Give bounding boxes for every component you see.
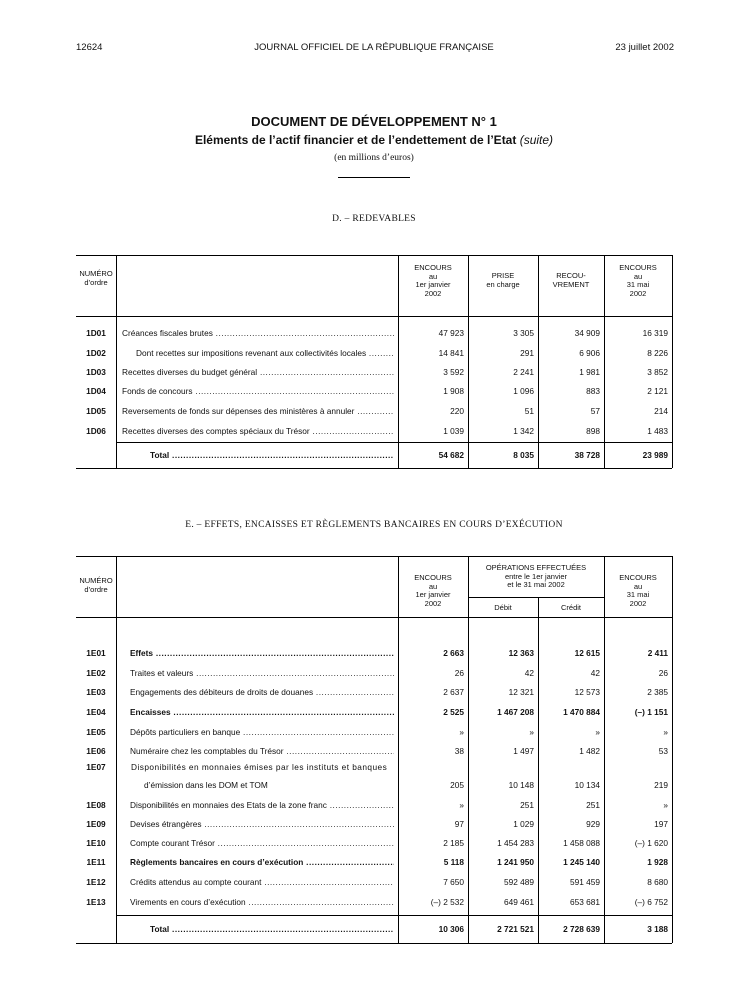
row-code: 1E10: [86, 838, 106, 848]
row-value: 51: [524, 406, 534, 416]
row-code: 1E09: [86, 819, 106, 829]
row-value: 2 663: [443, 648, 464, 658]
row-value: 1 470 884: [563, 707, 600, 717]
row-code: 1E11: [86, 857, 106, 867]
row-value: 57: [590, 406, 600, 416]
row-code: 1E08: [86, 800, 106, 810]
unit-note: (en millions d’euros): [334, 153, 414, 163]
row-value: 1 241 950: [497, 857, 534, 867]
row-value: 97: [454, 819, 464, 829]
table-total-rule: [116, 442, 672, 443]
header-line: 2002: [424, 598, 442, 608]
row-value: 2 525: [443, 707, 464, 717]
header-line: ENCOURS: [619, 263, 657, 272]
row-code: 1E07: [86, 762, 106, 772]
row-label: Recettes diverses des comptes spéciaux du Trésor .....: [122, 426, 394, 436]
header-line: 1er janvier: [415, 280, 451, 289]
table-bottom-rule: [76, 943, 672, 944]
subtitle-suffix: (suite): [519, 133, 554, 147]
row-label-continued: d’émission dans les DOM et TOM: [144, 780, 268, 790]
row-value: 8 680: [647, 877, 668, 887]
row-value: 7 650: [443, 877, 464, 887]
total-value: 2 721 521: [497, 924, 534, 934]
col-rule: [116, 556, 117, 943]
row-value: »: [663, 727, 668, 737]
row-value: 16 319: [642, 328, 668, 338]
header-line: 31 mai: [626, 280, 650, 289]
row-value: 53: [658, 746, 668, 756]
header-line: au: [428, 581, 438, 591]
header-encours-fin: [604, 574, 672, 608]
row-value: 3 305: [513, 328, 534, 338]
row-value: 10 134: [574, 780, 600, 790]
row-label: Disponibilités en monnaies émises par les instituts et banques: [131, 762, 388, 772]
header-credit: Crédit: [560, 603, 581, 612]
table-header-rule: [76, 617, 672, 618]
row-value: 219: [654, 780, 668, 790]
table-top-rule: [76, 556, 672, 557]
title-divider: [338, 177, 410, 178]
header-prise: [468, 272, 538, 289]
row-value: 591 459: [570, 877, 600, 887]
row-label: Devises étrangères .....: [130, 819, 394, 829]
row-value: 929: [586, 819, 600, 829]
row-value: 1 245 140: [563, 857, 600, 867]
row-label: Numéraire chez les comptables du Trésor .....: [130, 746, 394, 756]
col-rule: [604, 255, 605, 468]
table-total-rule: [116, 915, 672, 916]
row-value: 38: [454, 746, 464, 756]
header-line: 31 mai: [626, 590, 650, 599]
row-value: »: [595, 727, 600, 737]
row-value: 205: [450, 780, 464, 790]
row-value: 26: [454, 668, 464, 678]
row-value: 2 121: [647, 386, 668, 396]
header-line: au: [633, 271, 643, 281]
page-number: 12624: [76, 42, 103, 53]
header-line: VREMENT: [552, 279, 590, 289]
header-line: et le 31 mai 2002: [507, 580, 565, 589]
row-code: 1E01: [86, 648, 106, 658]
table-header-rule: [76, 316, 672, 317]
row-value: 47 923: [438, 328, 464, 338]
operations-subheader-rule: [468, 597, 604, 598]
row-value: »: [459, 800, 464, 810]
row-code: 1E02: [86, 668, 106, 678]
header-encours-debut: [398, 574, 468, 608]
row-value: 649 461: [504, 897, 534, 907]
row-value: 1 096: [513, 386, 534, 396]
header-line: 2002: [629, 288, 647, 298]
row-value: 214: [654, 406, 668, 416]
row-value: 2 411: [647, 648, 668, 658]
row-value: 1 908: [443, 386, 464, 396]
table-bottom-rule: [76, 468, 672, 469]
row-label: Recettes diverses du budget général .....: [122, 367, 394, 377]
header-line: d’ordre: [84, 277, 108, 287]
header-line: au: [428, 271, 438, 281]
header-line: NUMÉRO: [79, 269, 113, 278]
col-rule: [398, 255, 399, 468]
row-value: 251: [586, 800, 600, 810]
row-value: 220: [450, 406, 464, 416]
row-code: 1E03: [86, 687, 106, 697]
row-label: Dépôts particuliers en banque .....: [130, 727, 394, 737]
row-value: 3 852: [647, 367, 668, 377]
row-value: 883: [586, 386, 600, 396]
header-recouvrement: [538, 272, 604, 289]
row-value: 197: [654, 819, 668, 829]
total-value: 10 306: [438, 924, 464, 934]
header-line: NUMÉRO: [79, 576, 113, 585]
col-rule: [468, 255, 469, 468]
row-value: (–) 1 620: [634, 838, 668, 848]
row-value: 42: [524, 668, 534, 678]
row-value: (–) 6 752: [634, 897, 668, 907]
row-code: 1D02: [86, 348, 106, 358]
row-value: (–) 1 151: [634, 707, 668, 717]
row-value: 1 039: [443, 426, 464, 436]
row-code: 1E04: [86, 707, 106, 717]
row-label: Encaisses .....: [130, 707, 394, 717]
row-value: 1 342: [513, 426, 534, 436]
row-code: 1D04: [86, 386, 106, 396]
row-value: 12 615: [574, 648, 600, 658]
total-value: 8 035: [513, 450, 534, 460]
row-value: 2 185: [443, 838, 464, 848]
row-value: 8 226: [647, 348, 668, 358]
document-subtitle: [0, 133, 748, 147]
total-label: Total .....: [150, 450, 394, 460]
row-label: Reversements de fonds sur dépenses des ministères à annuler .....: [122, 406, 394, 416]
row-value: 898: [586, 426, 600, 436]
total-value: 23 989: [642, 450, 668, 460]
col-rule: [538, 255, 539, 468]
section-e-title: E. – EFFETS, ENCAISSES ET RÈGLEMENTS BANCAIRES EN COURS D’EXÉCUTION: [185, 520, 563, 530]
row-code: 1D06: [86, 426, 106, 436]
header-encours-debut: [398, 264, 468, 298]
row-label: Règlements bancaires en cours d’exécution .....: [130, 857, 394, 867]
header-numero: [76, 270, 116, 287]
row-label: Effets .....: [130, 648, 394, 658]
row-value: 251: [520, 800, 534, 810]
row-value: 26: [658, 668, 668, 678]
row-value: »: [459, 727, 464, 737]
row-value: 1 483: [647, 426, 668, 436]
row-value: »: [529, 727, 534, 737]
header-line: ENCOURS: [414, 263, 452, 272]
row-label: Créances fiscales brutes .....: [122, 328, 394, 338]
row-value: 1 981: [579, 367, 600, 377]
header-line: PRISE: [491, 271, 515, 280]
subtitle-main: Eléments de l’actif financier et de l’endettement de l’Etat: [194, 133, 517, 147]
col-rule: [116, 255, 117, 468]
row-code: 1E05: [86, 727, 106, 737]
row-value: 12 363: [508, 648, 534, 658]
row-value: 14 841: [438, 348, 464, 358]
header-numero: [76, 577, 116, 594]
row-value: 592 489: [504, 877, 534, 887]
total-label: Total .....: [150, 924, 394, 934]
row-label: Virements en cours d’exécution .....: [130, 897, 394, 907]
total-value: 3 188: [647, 924, 668, 934]
table-top-rule: [76, 255, 672, 256]
header-line: entre le 1er janvier: [504, 571, 568, 581]
row-label: Traites et valeurs .....: [130, 668, 394, 678]
header-line: 1er janvier: [415, 590, 451, 599]
row-code: 1D05: [86, 406, 106, 416]
header-line: en charge: [486, 279, 520, 289]
publication-date: 23 juillet 2002: [615, 42, 674, 53]
header-line: ENCOURS: [619, 573, 657, 582]
row-value: 5 118: [443, 857, 464, 867]
row-code: 1D03: [86, 367, 106, 377]
header-line: 2002: [629, 598, 647, 608]
total-value: 2 728 639: [563, 924, 600, 934]
row-value: 291: [520, 348, 534, 358]
row-value: 1 458 088: [563, 838, 600, 848]
row-value: 10 148: [508, 780, 534, 790]
row-value: 1 454 283: [497, 838, 534, 848]
header-line: ENCOURS: [414, 573, 452, 582]
header-line: 2002: [424, 288, 442, 298]
header-line: OPÉRATIONS EFFECTUÉES: [485, 563, 587, 572]
journal-title: JOURNAL OFFICIEL DE LA RÉPUBLIQUE FRANÇAISE: [254, 42, 494, 53]
row-code: 1E06: [86, 746, 106, 756]
row-label: Crédits attendus au compte courant .....: [130, 877, 394, 887]
total-value: 54 682: [438, 450, 464, 460]
row-value: 2 637: [443, 687, 464, 697]
row-value: 1 928: [647, 857, 668, 867]
row-label: Fonds de concours .....: [122, 386, 394, 396]
header-encours-fin: [604, 264, 672, 298]
row-value: 1 467 208: [497, 707, 534, 717]
row-code: 1E13: [86, 897, 106, 907]
header-line: d’ordre: [84, 584, 108, 594]
total-value: 38 728: [574, 450, 600, 460]
row-label: Disponibilités en monnaies des Etats de la zone franc .....: [130, 800, 394, 810]
row-value: 1 497: [513, 746, 534, 756]
row-value: 12 573: [574, 687, 600, 697]
header-line: au: [633, 581, 643, 591]
row-value: 2 241: [513, 367, 534, 377]
header-debit: Débit: [494, 603, 512, 612]
row-label: Dont recettes sur impositions revenant aux collectivités locales .....: [136, 348, 394, 358]
section-d-title: D. – REDEVABLES: [332, 214, 416, 224]
row-value: 34 909: [574, 328, 600, 338]
row-label: Compte courant Trésor .....: [130, 838, 394, 848]
col-rule: [672, 255, 673, 468]
row-value: 3 592: [443, 367, 464, 377]
row-value: 1 482: [579, 746, 600, 756]
row-value: 42: [590, 668, 600, 678]
row-value: »: [663, 800, 668, 810]
row-value: 653 681: [570, 897, 600, 907]
row-label: Engagements des débiteurs de droits de douanes .....: [130, 687, 394, 697]
row-code: 1E12: [86, 877, 106, 887]
row-value: (–) 2 532: [430, 897, 464, 907]
document-title: DOCUMENT DE DÉVELOPPEMENT N° 1: [251, 114, 497, 129]
row-value: 2 385: [647, 687, 668, 697]
row-value: 12 321: [508, 687, 534, 697]
header-line: RECOU-: [556, 271, 586, 280]
row-value: 1 029: [513, 819, 534, 829]
col-rule: [672, 556, 673, 943]
row-code: 1D01: [86, 328, 106, 338]
row-value: 6 906: [579, 348, 600, 358]
header-operations: [468, 564, 604, 590]
